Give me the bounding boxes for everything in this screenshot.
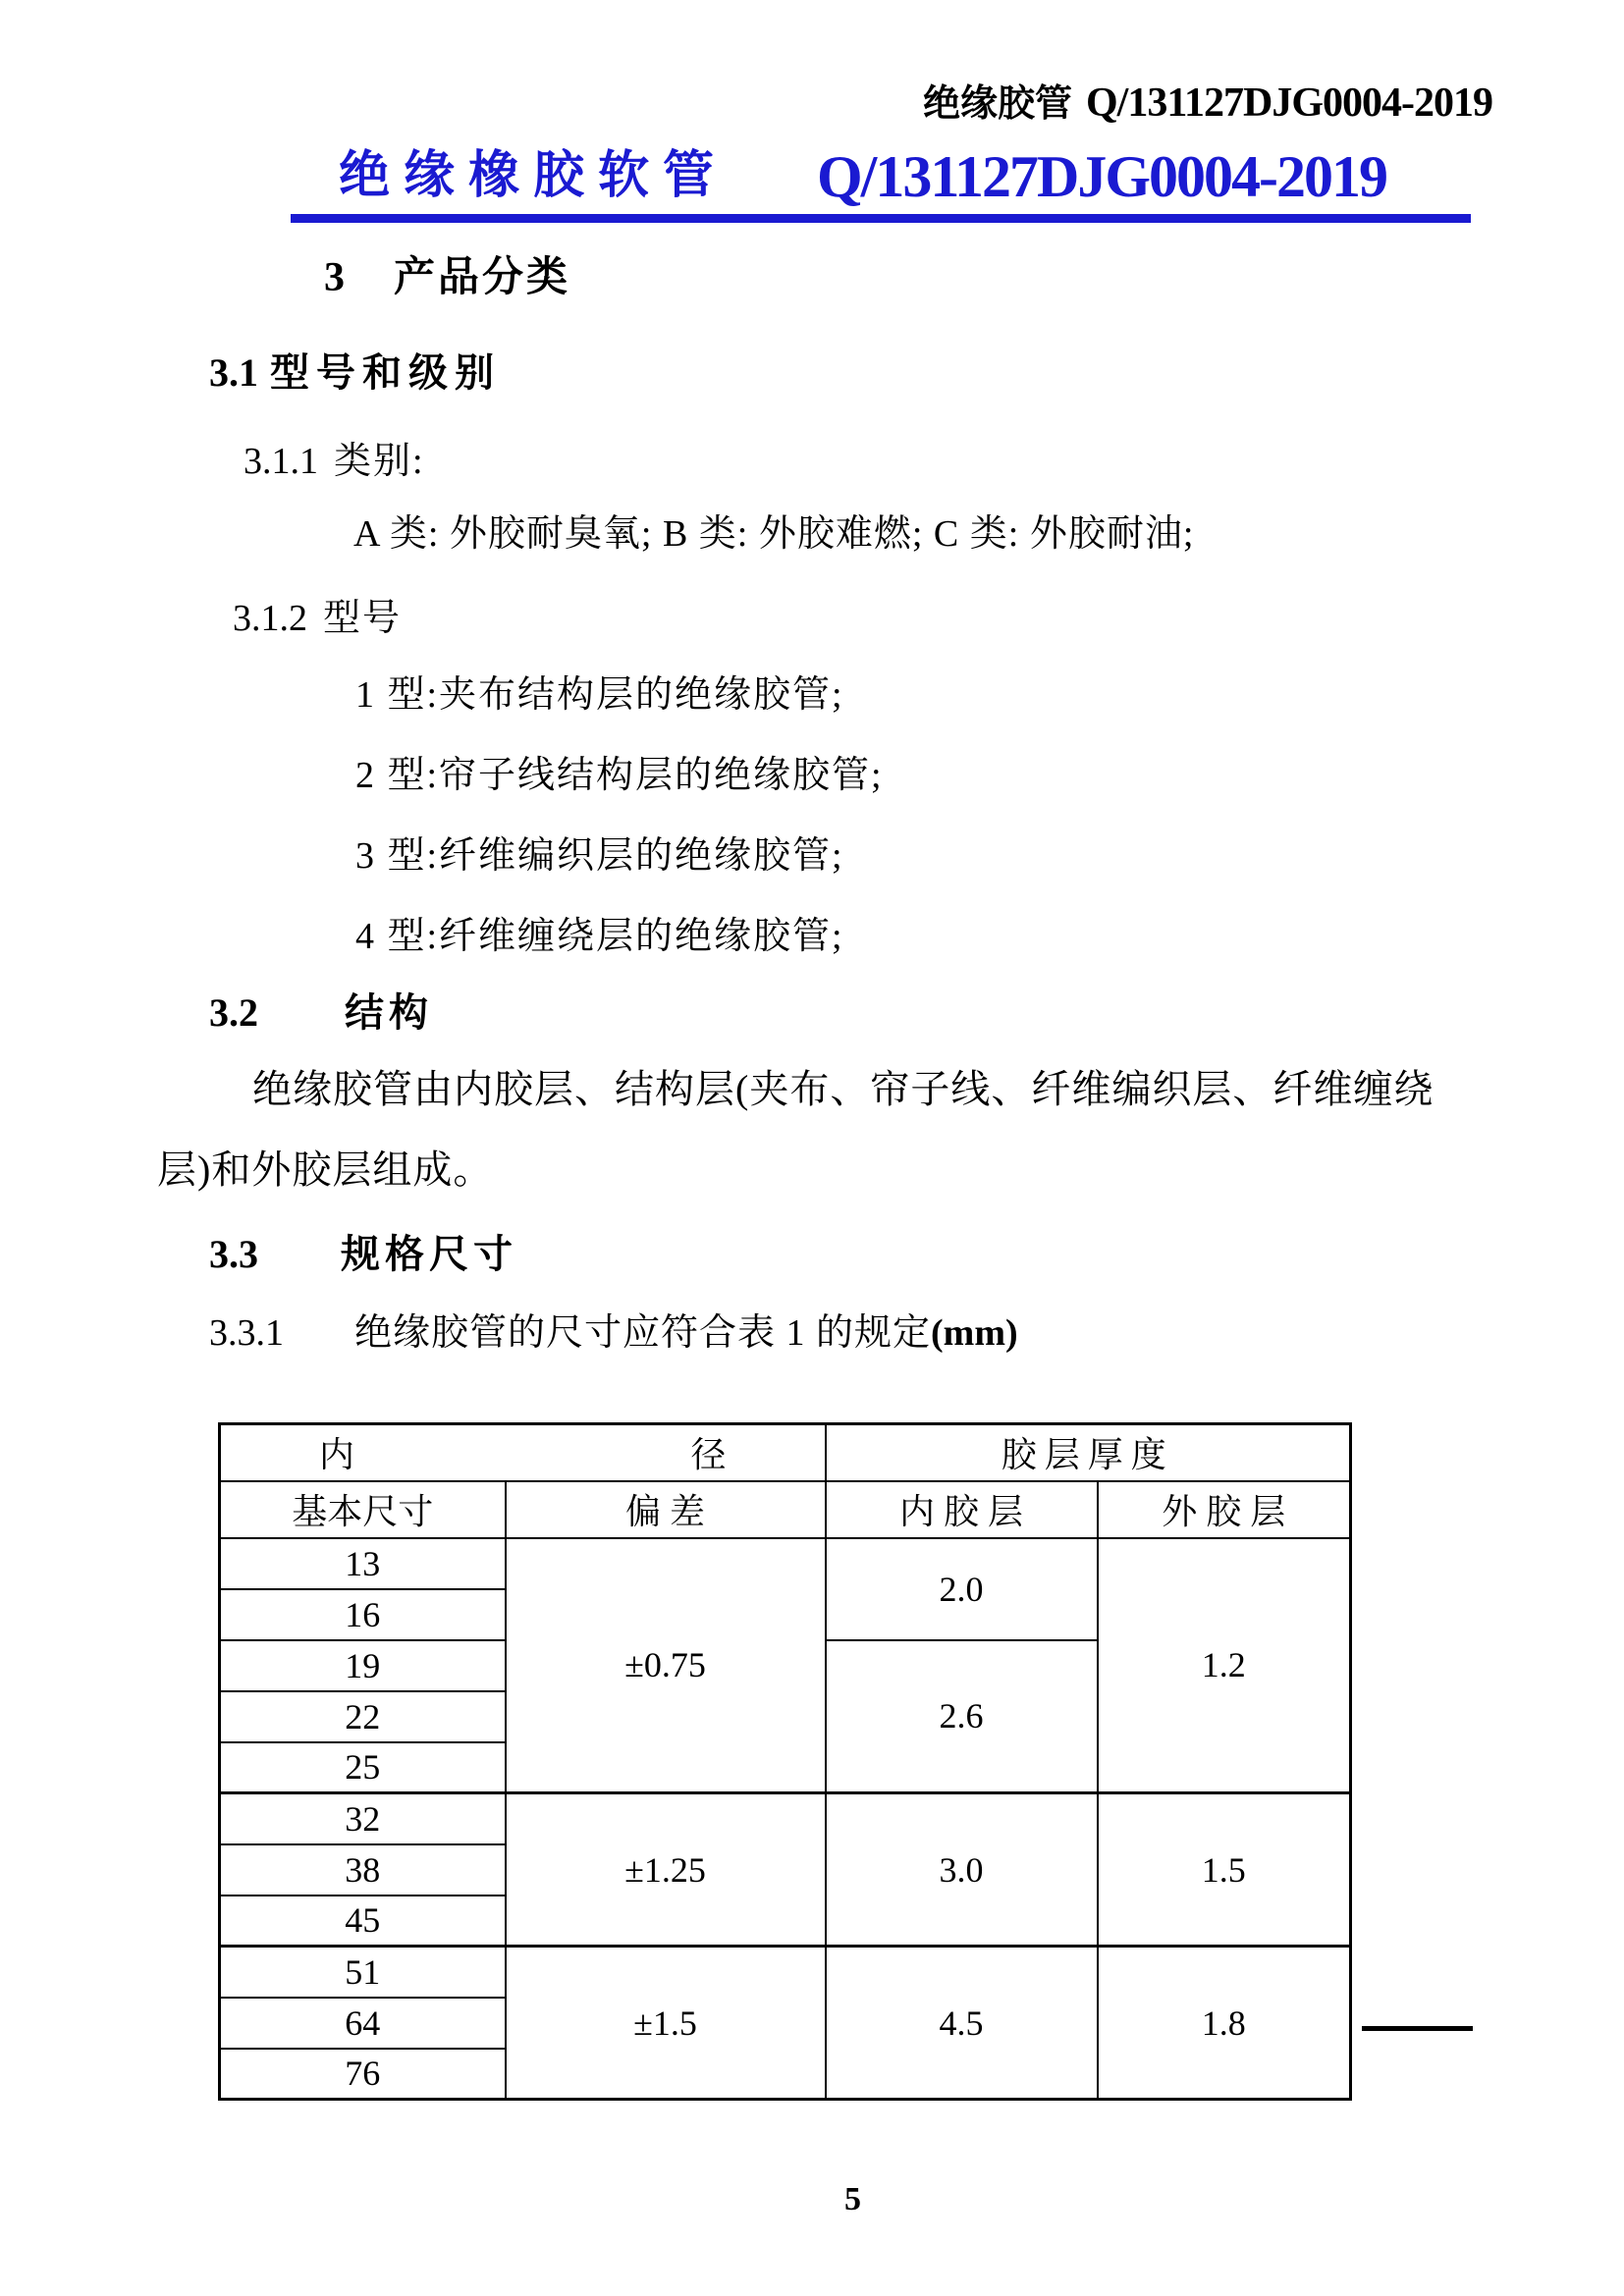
size-cell: 51	[220, 1947, 506, 1998]
outer-layer-cell: 1.8	[1098, 1947, 1351, 2100]
section-heading-3	[324, 244, 570, 303]
tolerance-cell: ±0.75	[506, 1538, 826, 1793]
section-3-number: 3	[324, 255, 345, 300]
page-number: 5	[844, 2181, 861, 2217]
section-3-3-number: 3.3	[209, 1232, 258, 1276]
outer-layer-cell: 1.2	[1098, 1538, 1351, 1793]
table-header-row-2	[220, 1481, 1351, 1538]
type-2-line: 2 型:帘子线结构层的绝缘胶管;	[355, 755, 884, 796]
size-cell: 45	[220, 1896, 506, 1947]
section-3-3-1-unit: (mm)	[931, 1312, 1018, 1354]
spec-table	[218, 1422, 1352, 2101]
inner-diameter-char-right: 径	[690, 1435, 727, 1475]
col-header-outer-layer: 外 胶 层	[1098, 1481, 1351, 1538]
table-header-row-1	[220, 1424, 1351, 1481]
type-1-line: 1 型:夹布结构层的绝缘胶管;	[355, 674, 844, 716]
inner-layer-cell: 2.0	[826, 1538, 1098, 1640]
section-3-2-title: 结构	[345, 991, 433, 1035]
table-row	[220, 1947, 1351, 1998]
section-heading-3-1-2	[233, 587, 402, 641]
outer-layer-cell: 1.5	[1098, 1793, 1351, 1947]
size-cell: 25	[220, 1742, 506, 1793]
section-3-1-2-title: 型号	[323, 598, 403, 639]
running-header-code: Q/131127DJG0004-2019	[1085, 80, 1492, 126]
running-header-title: 绝缘胶管	[922, 83, 1072, 125]
section-heading-3-3-1	[209, 1302, 1018, 1356]
structure-paragraph-line2: 层)和外胶层组成。	[157, 1148, 494, 1192]
doc-title-code: Q/131127DJG0004-2019	[817, 144, 1387, 209]
size-cell: 13	[220, 1538, 506, 1589]
table-1-dimensions	[218, 1422, 1352, 2101]
tolerance-cell: ±1.25	[506, 1793, 826, 1947]
size-cell: 16	[220, 1589, 506, 1640]
table-row	[220, 1793, 1351, 1844]
section-3-title: 产品分类	[394, 253, 571, 299]
size-cell: 38	[220, 1844, 506, 1896]
inner-layer-cell: 3.0	[826, 1793, 1098, 1947]
section-3-1-title: 型号和级别	[270, 351, 501, 395]
section-3-1-1-title: 类别:	[334, 441, 425, 482]
tolerance-cell: ±1.5	[506, 1947, 826, 2100]
section-3-1-number: 3.1	[209, 350, 258, 395]
doc-title-cn: 绝缘橡胶软管	[339, 148, 729, 204]
size-cell: 76	[220, 2049, 506, 2100]
section-3-2-number: 3.2	[209, 990, 258, 1035]
inner-diameter-char-left: 内	[319, 1435, 355, 1475]
section-3-1-2-number: 3.1.2	[233, 598, 307, 639]
size-cell: 64	[220, 1998, 506, 2049]
margin-dash-mark	[1362, 2026, 1473, 2031]
section-heading-3-2	[209, 982, 433, 1038]
size-cell: 22	[220, 1691, 506, 1742]
title-underline	[291, 214, 1471, 223]
col-header-layer-thickness: 胶层厚度	[826, 1424, 1351, 1481]
size-cell: 19	[220, 1640, 506, 1691]
col-header-basic-size: 基本尺寸	[220, 1481, 506, 1538]
section-heading-3-1-1	[244, 430, 425, 484]
running-header	[923, 73, 1492, 127]
section-3-3-1-title: 绝缘胶管的尺寸应符合表 1 的规定	[354, 1312, 932, 1354]
section-heading-3-1	[209, 342, 501, 398]
section-3-3-title: 规格尺寸	[341, 1233, 517, 1276]
section-3-3-1-number: 3.3.1	[209, 1312, 284, 1354]
col-header-inner-layer: 内 胶 层	[826, 1481, 1098, 1538]
section-3-1-1-number: 3.1.1	[244, 441, 318, 482]
type-3-line: 3 型:纤维编织层的绝缘胶管;	[355, 835, 844, 877]
inner-layer-cell: 2.6	[826, 1640, 1098, 1793]
table-row	[220, 1538, 1351, 1589]
class-definitions-line: A 类: 外胶耐臭氧; B 类: 外胶难燃; C 类: 外胶耐油;	[353, 513, 1195, 555]
inner-layer-cell: 4.5	[826, 1947, 1098, 2100]
col-header-tolerance: 偏 差	[506, 1481, 826, 1538]
size-cell: 32	[220, 1793, 506, 1844]
structure-paragraph-line1: 绝缘胶管由内胶层、结构层(夹布、帘子线、纤维编织层、纤维缠绕	[252, 1067, 1435, 1111]
col-header-inner-diameter	[220, 1424, 826, 1481]
type-4-line: 4 型:纤维缠绕层的绝缘胶管;	[355, 916, 844, 957]
section-heading-3-3	[209, 1223, 517, 1279]
